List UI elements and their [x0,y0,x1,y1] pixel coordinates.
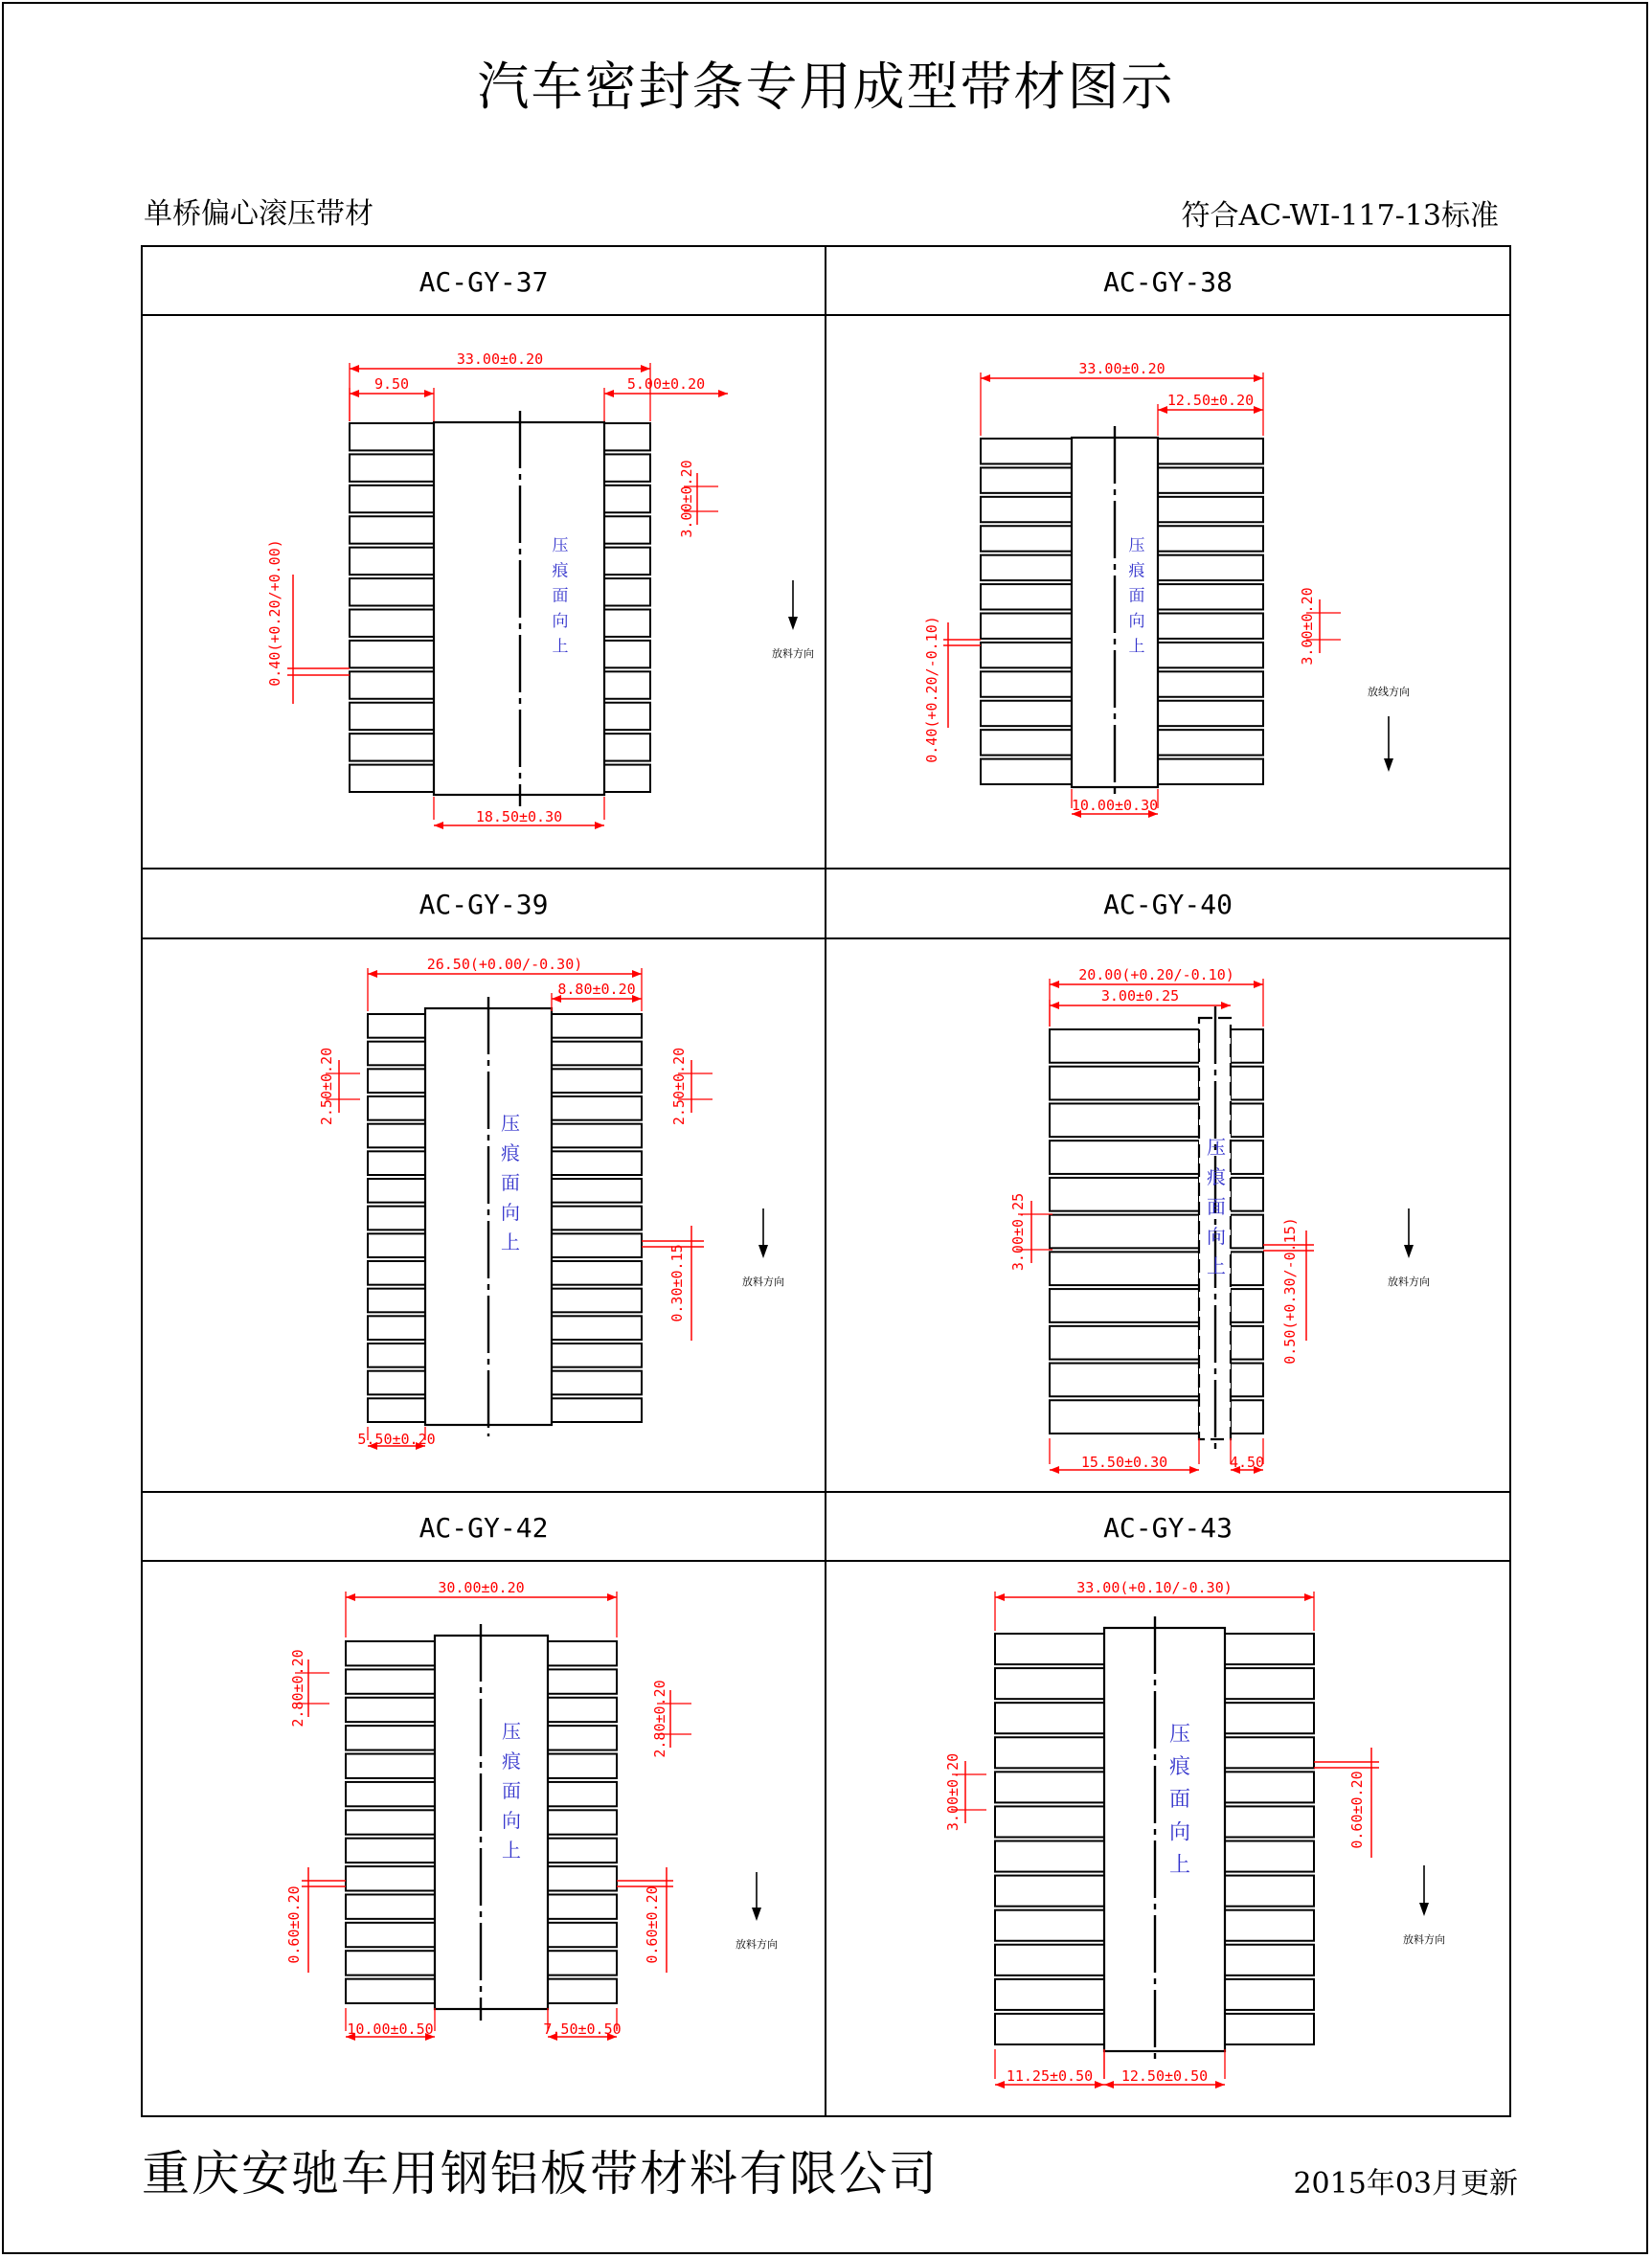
left-tab [995,1979,1104,2010]
left-tab [995,1841,1104,1872]
right-tab [548,1669,617,1693]
dimension-arrow [1050,1002,1059,1009]
note-char: 面 [1168,1788,1191,1813]
left-tab [995,1668,1104,1699]
right-tab [604,671,650,698]
dimension-arrow [607,1593,617,1601]
right-tab [1225,1772,1314,1802]
right-tab [1158,643,1263,667]
left-tab [350,548,434,575]
right-tab [1158,497,1263,522]
left-tab [981,497,1072,522]
dimension-arrow [595,822,604,829]
left-tab [346,1979,435,2003]
dimension-arrow [995,1593,1005,1601]
left-tab [1050,1140,1199,1174]
dimension-arrow [350,390,359,397]
footer-updated: 2015年03月更新 [1293,2167,1518,2201]
left-tab [368,1344,425,1367]
dimension-arrow [1254,981,1263,988]
dimension-label: 33.00±0.20 [1078,360,1165,377]
right-tab [548,1726,617,1750]
left-tab [346,1726,435,1750]
dimension-label: 7.50±0.50 [543,2021,622,2038]
dimension-label: 4.50 [1229,1454,1265,1471]
left-tab [350,734,434,760]
left-tab [995,1703,1104,1733]
note-char: 上 [552,637,569,657]
right-tab [552,1124,642,1148]
left-tab [346,1839,435,1863]
right-tab [604,734,650,760]
left-tab [368,1096,425,1120]
left-tab [1050,1029,1199,1063]
right-tab [548,1754,617,1778]
left-tab [368,1207,425,1231]
dimension-arrow [1221,1002,1231,1009]
left-tab [368,1069,425,1093]
note-char: 痕 [1207,1165,1226,1188]
dimension-label: 5.50±0.20 [357,1431,436,1448]
left-tab [346,1951,435,1975]
right-tab [1158,439,1263,463]
left-tab [1050,1103,1199,1137]
footer-company: 重庆安驰车用钢铝板带材料有限公司 [142,2146,939,2202]
dimension-arrow [632,970,642,978]
right-tab [552,1344,642,1367]
left-tab [346,1698,435,1722]
right-tab [1158,614,1263,639]
direction-arrow-head [758,1245,768,1258]
right-tab [552,1316,642,1340]
direction-arrow-head [752,1908,761,1921]
note-char: 痕 [501,1141,520,1164]
left-tab [995,1634,1104,1664]
left-tab [995,1772,1104,1802]
dimension-label: 26.50(+0.00/-0.30) [426,956,583,973]
right-tab [1231,1178,1263,1211]
center-web [1104,1628,1225,2051]
panel-ac-gy-39 [318,889,784,1450]
note-char: 面 [502,1779,521,1802]
left-tab [995,1910,1104,1941]
center-web [435,1636,548,2009]
left-tab [368,1124,425,1148]
dimension-label: 33.00±0.20 [456,350,544,368]
right-tab [548,1641,617,1665]
note-char: 压 [501,1112,520,1135]
left-tab [368,1261,425,1285]
right-tab [552,1014,642,1038]
left-tab [350,485,434,512]
panel-ac-gy-38 [923,266,1410,818]
right-tab [604,610,650,637]
note-char: 上 [1168,1853,1191,1878]
panel-ac-gy-43 [944,1512,1445,2089]
left-tab [995,1945,1104,1976]
right-tab [1158,467,1263,492]
left-tab [346,1782,435,1806]
right-tab [604,516,650,543]
dimension-arrow [368,970,377,978]
note-char: 向 [1207,1225,1226,1248]
dimension-label: 10.00±0.50 [347,2021,434,2038]
dimension-label: 30.00±0.20 [438,1579,525,1596]
dimension-arrow [995,2081,1005,2089]
left-tab [1050,1252,1199,1285]
dimension-arrow [1104,2081,1114,2089]
dimension-label-vertical: 3.00±0.20 [944,1752,962,1832]
dimension-arrow [346,1593,355,1601]
left-tab [995,1737,1104,1768]
left-tab [368,1398,425,1422]
right-tab [1225,1703,1314,1733]
dimension-label: 3.00±0.25 [1100,987,1180,1005]
dimension-label-vertical: 0.30±0.15 [668,1244,686,1322]
note-char: 向 [502,1809,521,1832]
left-tab [995,1806,1104,1837]
right-tab [1231,1400,1263,1434]
right-tab [1225,1979,1314,2010]
dimension-label-vertical: 0.50(+0.30/-0.15) [1281,1217,1299,1365]
dimension-label-vertical: 2.80±0.20 [651,1680,668,1758]
panel-ac-gy-42 [285,1512,778,2041]
direction-label: 放料方向 [1403,1933,1445,1946]
right-tab [604,641,650,667]
note-char: 向 [552,612,569,632]
note-char: 面 [501,1171,520,1194]
note-char: 压 [1128,536,1145,555]
right-tab [1158,671,1263,696]
dimension-arrow [1189,1466,1199,1474]
dimension-label-vertical: 2.50±0.20 [670,1047,688,1126]
left-tab [346,1754,435,1778]
page-title: 汽车密封条专用成型带材图示 [477,56,1175,117]
right-tab [1225,1945,1314,1976]
direction-arrow-head [1404,1245,1414,1258]
right-tab [604,548,650,575]
dimension-label: 5.00±0.20 [626,375,706,393]
dimension-label-vertical: 2.80±0.20 [289,1649,306,1727]
dimension-label: 12.50±0.20 [1166,392,1255,409]
right-tab [1231,1215,1263,1249]
panel-code: AC-GY-40 [1103,889,1233,920]
left-tab [350,454,434,481]
dimension-label: 12.50±0.50 [1120,2067,1209,2085]
right-tab [1158,730,1263,755]
left-tab [368,1371,425,1395]
dimension-arrow [1050,1466,1059,1474]
left-tab [346,1810,435,1834]
dimension-arrow [1215,2081,1225,2089]
panel-ac-gy-37 [266,266,814,829]
right-tab [548,1866,617,1890]
note-char: 痕 [502,1750,521,1773]
subtitle-left: 单桥偏心滚压带材 [144,197,373,231]
right-tab [604,703,650,730]
right-tab [1158,701,1263,726]
note-char: 上 [501,1231,520,1253]
dimension-arrow [981,374,990,382]
dimension-arrow [1304,1593,1314,1601]
right-tab [548,1698,617,1722]
right-tab [1231,1364,1263,1397]
dimension-arrow [350,365,359,373]
right-tab [548,1951,617,1975]
right-tab [1225,1668,1314,1699]
left-tab [368,1179,425,1203]
left-tab [1050,1067,1199,1100]
left-tab [346,1669,435,1693]
left-tab [995,2014,1104,2044]
left-tab [350,703,434,730]
dimension-label-vertical: 3.00±0.20 [1299,587,1316,666]
note-char: 上 [502,1839,521,1862]
dimension-label-vertical: 0.40(+0.20/-0.10) [923,616,940,763]
right-tab [1225,1806,1314,1837]
right-tab [552,1233,642,1257]
dimension-arrow [434,822,443,829]
left-tab [1050,1289,1199,1322]
right-tab [552,1371,642,1395]
panel-code: AC-GY-43 [1103,1512,1233,1544]
direction-arrow-head [1384,758,1393,772]
note-char: 向 [1128,612,1145,632]
dimension-label-vertical: 2.50±0.20 [318,1047,335,1126]
direction-label: 放料方向 [1388,1276,1430,1288]
dimension-label-vertical: 0.60±0.20 [644,1885,661,1964]
note-char: 痕 [1168,1755,1191,1780]
left-tab [350,578,434,605]
right-tab [552,1207,642,1231]
left-tab [981,584,1072,609]
note-char: 压 [552,536,569,555]
right-tab [552,1289,642,1313]
left-tab [981,643,1072,667]
right-tab [548,1839,617,1863]
dimension-arrow [1050,981,1059,988]
dimension-label-vertical: 0.60±0.20 [285,1885,303,1964]
direction-arrow-head [788,617,798,630]
left-tab [346,1923,435,1947]
left-tab [1050,1178,1199,1211]
panel-code: AC-GY-42 [419,1512,549,1544]
left-tab [981,759,1072,784]
left-tab [1050,1364,1199,1397]
left-tab [350,610,434,637]
right-tab [1231,1252,1263,1285]
right-tab [1158,584,1263,609]
left-tab [350,641,434,667]
note-char: 压 [502,1720,521,1743]
direction-arrow-head [1419,1903,1429,1916]
left-tab [981,614,1072,639]
note-char: 向 [501,1201,520,1224]
right-tab [552,1179,642,1203]
note-char: 向 [1168,1820,1191,1845]
dimension-arrow [424,390,434,397]
left-tab [995,1876,1104,1907]
dimension-label: 11.25±0.50 [1006,2067,1094,2085]
note-char: 上 [1207,1254,1226,1277]
left-tab [1050,1215,1199,1249]
dimension-label: 20.00(+0.20/-0.10) [1078,966,1234,983]
right-tab [548,1979,617,2003]
dimension-label: 10.00±0.30 [1071,797,1159,814]
right-tab [604,454,650,481]
dimension-label: 15.50±0.30 [1080,1454,1168,1471]
right-tab [604,765,650,792]
right-tab [552,1261,642,1285]
panel-ac-gy-40 [1009,889,1430,1474]
left-tab [368,1289,425,1313]
panel-code: AC-GY-37 [419,266,549,298]
right-tab [552,1398,642,1422]
left-tab [350,765,434,792]
left-tab [346,1894,435,1918]
right-tab [1231,1326,1263,1360]
right-tab [552,1069,642,1093]
right-tab [1158,526,1263,551]
dimension-arrow [1254,406,1263,414]
dimension-label-vertical: 3.00±0.20 [678,460,695,538]
right-tab [1158,759,1263,784]
left-tab [981,467,1072,492]
right-tab [604,578,650,605]
dimension-arrow [1158,406,1167,414]
left-tab [368,1316,425,1340]
dimension-label: 8.80±0.20 [557,981,636,998]
left-tab [346,1641,435,1665]
left-tab [350,423,434,450]
dimension-label-vertical: 3.00±0.25 [1009,1192,1027,1272]
right-tab [548,1782,617,1806]
right-tab [1231,1140,1263,1174]
direction-label: 放料方向 [742,1276,784,1288]
left-tab [368,1151,425,1175]
panel-code: AC-GY-38 [1103,266,1233,298]
right-tab [1231,1029,1263,1063]
right-tab [552,1096,642,1120]
right-tab [1225,2014,1314,2044]
right-tab [548,1923,617,1947]
note-char: 痕 [1128,561,1145,581]
left-tab [1050,1326,1199,1360]
note-char: 面 [552,586,569,606]
left-tab [368,1014,425,1038]
left-tab [981,526,1072,551]
left-tab [981,439,1072,463]
right-tab [1158,555,1263,580]
dimension-label-vertical: 0.40(+0.20/+0.00) [266,539,283,687]
note-char: 压 [1207,1136,1226,1159]
right-tab [1225,1841,1314,1872]
right-tab [1231,1289,1263,1322]
left-tab [368,1042,425,1066]
left-tab [1050,1400,1199,1434]
left-tab [350,671,434,698]
note-char: 痕 [552,561,569,581]
dimension-arrow [604,390,614,397]
right-tab [604,485,650,512]
dimension-arrow [1095,2081,1104,2089]
dimension-label-vertical: 0.60±0.20 [1348,1771,1366,1849]
dimension-arrow [718,390,728,397]
panel-code: AC-GY-39 [419,889,549,920]
left-tab [981,671,1072,696]
note-char: 压 [1168,1723,1191,1747]
direction-label: 放料方向 [735,1938,778,1951]
right-tab [548,1810,617,1834]
left-tab [981,730,1072,755]
left-tab [981,555,1072,580]
left-tab [368,1233,425,1257]
right-tab [552,1042,642,1066]
dimension-arrow [641,365,650,373]
left-tab [350,516,434,543]
right-tab [1225,1737,1314,1768]
dimension-label: 18.50±0.30 [475,808,563,825]
right-tab [604,423,650,450]
right-tab [1231,1103,1263,1137]
right-tab [552,1151,642,1175]
direction-label: 放料方向 [772,647,814,660]
dimension-label: 9.50 [373,375,410,393]
note-char: 面 [1207,1195,1226,1218]
right-tab [1225,1910,1314,1941]
note-char: 面 [1128,586,1145,606]
right-tab [1231,1067,1263,1100]
dimension-label: 33.00(+0.10/-0.30) [1076,1579,1233,1596]
dimension-arrow [1254,374,1263,382]
direction-label: 放线方向 [1368,686,1410,698]
note-char: 上 [1128,637,1145,657]
left-tab [346,1866,435,1890]
subtitle-right: 符合AC-WI-117-13标准 [1181,199,1499,233]
right-tab [1225,1634,1314,1664]
left-tab [981,701,1072,726]
right-tab [548,1894,617,1918]
right-tab [1225,1876,1314,1907]
